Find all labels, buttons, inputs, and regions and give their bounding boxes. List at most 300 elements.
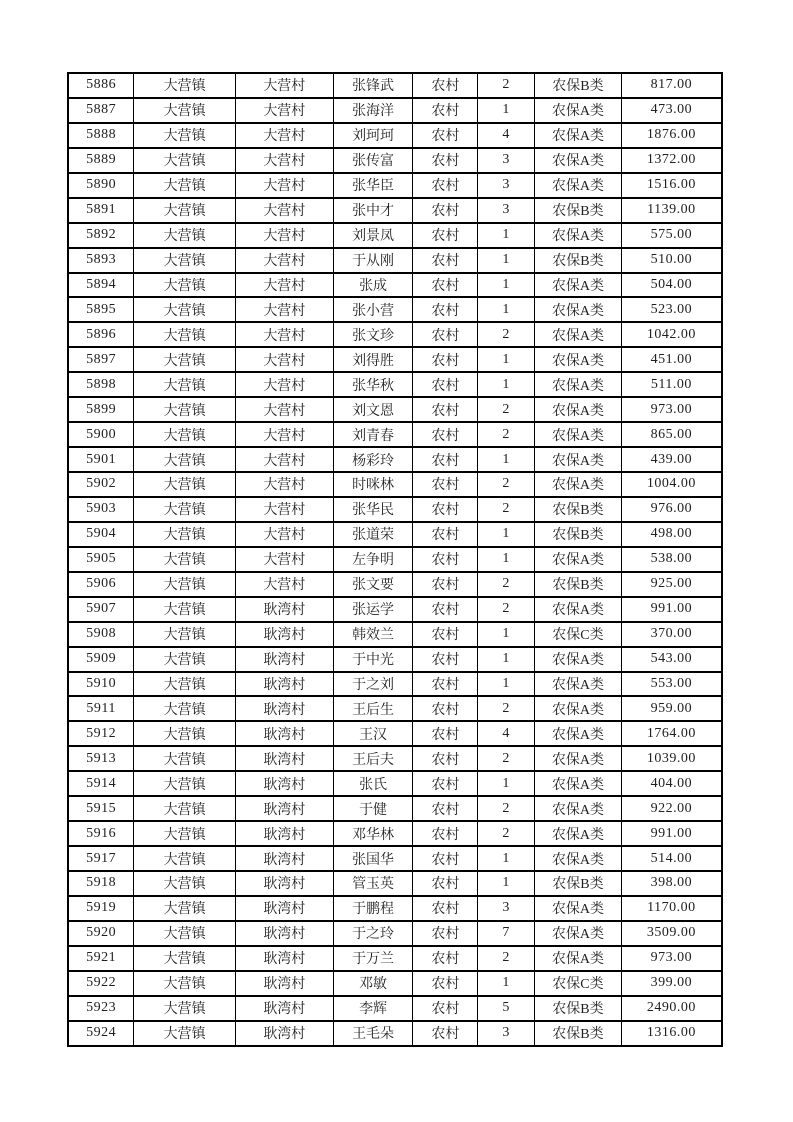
cell-person-name: 王汉 (333, 721, 413, 746)
cell-insurance-category: 农保A类 (535, 447, 622, 472)
cell-amount: 1316.00 (621, 1021, 722, 1046)
cell-residence-type: 农村 (413, 397, 478, 422)
table-row (68, 123, 722, 148)
table-body (68, 73, 722, 1046)
cell-town: 大营镇 (134, 647, 236, 672)
table-row (68, 422, 722, 447)
cell-serial-number: 5917 (68, 846, 134, 871)
cell-serial-number: 5900 (68, 422, 134, 447)
cell-town: 大营镇 (134, 397, 236, 422)
cell-amount: 473.00 (621, 98, 722, 123)
table-row (68, 322, 722, 347)
cell-residence-type: 农村 (413, 971, 478, 996)
cell-person-name: 张海洋 (333, 98, 413, 123)
cell-residence-type: 农村 (413, 148, 478, 173)
cell-residence-type: 农村 (413, 372, 478, 397)
cell-amount: 3509.00 (621, 921, 722, 946)
cell-village: 耿湾村 (235, 622, 333, 647)
cell-insurance-category: 农保A类 (535, 721, 622, 746)
cell-person-name: 刘珂珂 (333, 123, 413, 148)
cell-amount: 504.00 (621, 273, 722, 298)
cell-town: 大营镇 (134, 846, 236, 871)
cell-town: 大营镇 (134, 696, 236, 721)
cell-insurance-category: 农保A类 (535, 796, 622, 821)
table-row (68, 597, 722, 622)
cell-person-name: 刘青春 (333, 422, 413, 447)
cell-person-name: 于中光 (333, 647, 413, 672)
table-row (68, 796, 722, 821)
cell-residence-type: 农村 (413, 497, 478, 522)
table-row (68, 447, 722, 472)
table-row (68, 921, 722, 946)
cell-insurance-category: 农保A类 (535, 946, 622, 971)
cell-serial-number: 5905 (68, 547, 134, 572)
table-row (68, 173, 722, 198)
cell-residence-type: 农村 (413, 672, 478, 697)
cell-town: 大营镇 (134, 721, 236, 746)
cell-insurance-category: 农保A类 (535, 422, 622, 447)
cell-household-count: 2 (478, 322, 535, 347)
cell-residence-type: 农村 (413, 297, 478, 322)
table-row (68, 273, 722, 298)
cell-insurance-category: 农保A类 (535, 173, 622, 198)
cell-town: 大营镇 (134, 248, 236, 273)
table-row (68, 696, 722, 721)
table-row (68, 622, 722, 647)
cell-village: 大营村 (235, 472, 333, 497)
cell-insurance-category: 农保B类 (535, 497, 622, 522)
cell-residence-type: 农村 (413, 98, 478, 123)
cell-town: 大营镇 (134, 198, 236, 223)
table-row (68, 547, 722, 572)
cell-serial-number: 5896 (68, 322, 134, 347)
cell-insurance-category: 农保B类 (535, 572, 622, 597)
cell-town: 大营镇 (134, 322, 236, 347)
cell-insurance-category: 农保A类 (535, 372, 622, 397)
cell-residence-type: 农村 (413, 821, 478, 846)
cell-person-name: 张传富 (333, 148, 413, 173)
cell-serial-number: 5920 (68, 921, 134, 946)
cell-village: 耿湾村 (235, 871, 333, 896)
cell-amount: 399.00 (621, 971, 722, 996)
cell-serial-number: 5918 (68, 871, 134, 896)
cell-person-name: 王后夫 (333, 746, 413, 771)
cell-town: 大营镇 (134, 372, 236, 397)
cell-person-name: 张小营 (333, 297, 413, 322)
cell-amount: 523.00 (621, 297, 722, 322)
table-row (68, 522, 722, 547)
cell-person-name: 张华臣 (333, 173, 413, 198)
cell-residence-type: 农村 (413, 896, 478, 921)
cell-household-count: 5 (478, 996, 535, 1021)
cell-town: 大营镇 (134, 472, 236, 497)
cell-household-count: 2 (478, 572, 535, 597)
cell-person-name: 张中才 (333, 198, 413, 223)
cell-insurance-category: 农保B类 (535, 73, 622, 98)
cell-serial-number: 5922 (68, 971, 134, 996)
cell-village: 大营村 (235, 223, 333, 248)
cell-village: 耿湾村 (235, 896, 333, 921)
cell-village: 耿湾村 (235, 846, 333, 871)
cell-residence-type: 农村 (413, 273, 478, 298)
cell-town: 大营镇 (134, 123, 236, 148)
cell-town: 大营镇 (134, 223, 236, 248)
cell-residence-type: 农村 (413, 447, 478, 472)
cell-household-count: 1 (478, 273, 535, 298)
cell-person-name: 于万兰 (333, 946, 413, 971)
table-row (68, 821, 722, 846)
cell-insurance-category: 农保B类 (535, 996, 622, 1021)
cell-village: 耿湾村 (235, 946, 333, 971)
cell-amount: 514.00 (621, 846, 722, 871)
cell-village: 大营村 (235, 148, 333, 173)
cell-residence-type: 农村 (413, 422, 478, 447)
cell-serial-number: 5898 (68, 372, 134, 397)
cell-serial-number: 5912 (68, 721, 134, 746)
cell-amount: 976.00 (621, 497, 722, 522)
cell-village: 大营村 (235, 422, 333, 447)
cell-household-count: 1 (478, 372, 535, 397)
cell-residence-type: 农村 (413, 522, 478, 547)
cell-village: 大营村 (235, 322, 333, 347)
table-row (68, 721, 722, 746)
cell-serial-number: 5916 (68, 821, 134, 846)
cell-residence-type: 农村 (413, 173, 478, 198)
table-row (68, 572, 722, 597)
table-row (68, 771, 722, 796)
cell-serial-number: 5888 (68, 123, 134, 148)
cell-insurance-category: 农保B类 (535, 248, 622, 273)
cell-town: 大营镇 (134, 522, 236, 547)
cell-person-name: 王毛朵 (333, 1021, 413, 1046)
cell-person-name: 张道荣 (333, 522, 413, 547)
cell-insurance-category: 农保B类 (535, 1021, 622, 1046)
cell-serial-number: 5899 (68, 397, 134, 422)
cell-person-name: 张国华 (333, 846, 413, 871)
cell-town: 大营镇 (134, 297, 236, 322)
cell-insurance-category: 农保A类 (535, 273, 622, 298)
table-row (68, 497, 722, 522)
table-row (68, 248, 722, 273)
cell-serial-number: 5911 (68, 696, 134, 721)
cell-person-name: 王后生 (333, 696, 413, 721)
cell-person-name: 张锋武 (333, 73, 413, 98)
cell-residence-type: 农村 (413, 472, 478, 497)
cell-person-name: 刘得胜 (333, 347, 413, 372)
cell-household-count: 2 (478, 497, 535, 522)
cell-household-count: 1 (478, 771, 535, 796)
cell-person-name: 张运学 (333, 597, 413, 622)
cell-village: 耿湾村 (235, 597, 333, 622)
cell-serial-number: 5903 (68, 497, 134, 522)
cell-serial-number: 5891 (68, 198, 134, 223)
cell-insurance-category: 农保A类 (535, 771, 622, 796)
cell-town: 大营镇 (134, 572, 236, 597)
table-row (68, 672, 722, 697)
cell-household-count: 2 (478, 821, 535, 846)
table-row (68, 846, 722, 871)
cell-person-name: 张华秋 (333, 372, 413, 397)
table-row (68, 996, 722, 1021)
cell-village: 大营村 (235, 397, 333, 422)
cell-insurance-category: 农保A类 (535, 98, 622, 123)
cell-insurance-category: 农保A类 (535, 746, 622, 771)
cell-serial-number: 5919 (68, 896, 134, 921)
cell-household-count: 2 (478, 696, 535, 721)
cell-amount: 1764.00 (621, 721, 722, 746)
cell-village: 大营村 (235, 98, 333, 123)
table-row (68, 871, 722, 896)
cell-residence-type: 农村 (413, 796, 478, 821)
cell-serial-number: 5890 (68, 173, 134, 198)
cell-household-count: 1 (478, 223, 535, 248)
cell-village: 耿湾村 (235, 721, 333, 746)
cell-person-name: 刘景凤 (333, 223, 413, 248)
cell-amount: 510.00 (621, 248, 722, 273)
cell-amount: 404.00 (621, 771, 722, 796)
table-row (68, 347, 722, 372)
cell-town: 大营镇 (134, 273, 236, 298)
cell-insurance-category: 农保A类 (535, 672, 622, 697)
cell-serial-number: 5909 (68, 647, 134, 672)
cell-serial-number: 5902 (68, 472, 134, 497)
cell-town: 大营镇 (134, 73, 236, 98)
cell-amount: 1039.00 (621, 746, 722, 771)
cell-serial-number: 5892 (68, 223, 134, 248)
cell-household-count: 1 (478, 297, 535, 322)
table-row (68, 297, 722, 322)
cell-household-count: 1 (478, 672, 535, 697)
cell-village: 大营村 (235, 572, 333, 597)
cell-household-count: 1 (478, 522, 535, 547)
cell-village: 大营村 (235, 547, 333, 572)
table-row (68, 73, 722, 98)
cell-household-count: 1 (478, 347, 535, 372)
cell-village: 大营村 (235, 123, 333, 148)
table-row (68, 148, 722, 173)
cell-town: 大营镇 (134, 1021, 236, 1046)
cell-person-name: 于健 (333, 796, 413, 821)
cell-residence-type: 农村 (413, 696, 478, 721)
cell-amount: 575.00 (621, 223, 722, 248)
cell-household-count: 7 (478, 921, 535, 946)
table-row (68, 746, 722, 771)
table-row (68, 372, 722, 397)
cell-residence-type: 农村 (413, 871, 478, 896)
cell-town: 大营镇 (134, 996, 236, 1021)
cell-household-count: 2 (478, 597, 535, 622)
cell-amount: 451.00 (621, 347, 722, 372)
cell-household-count: 4 (478, 721, 535, 746)
cell-person-name: 李辉 (333, 996, 413, 1021)
cell-person-name: 左争明 (333, 547, 413, 572)
cell-serial-number: 5914 (68, 771, 134, 796)
cell-residence-type: 农村 (413, 198, 478, 223)
cell-insurance-category: 农保A类 (535, 322, 622, 347)
cell-amount: 1516.00 (621, 173, 722, 198)
cell-residence-type: 农村 (413, 996, 478, 1021)
cell-insurance-category: 农保A类 (535, 821, 622, 846)
cell-insurance-category: 农保A类 (535, 597, 622, 622)
cell-serial-number: 5893 (68, 248, 134, 273)
cell-household-count: 3 (478, 173, 535, 198)
cell-person-name: 邓华林 (333, 821, 413, 846)
cell-amount: 973.00 (621, 397, 722, 422)
cell-amount: 370.00 (621, 622, 722, 647)
cell-household-count: 1 (478, 871, 535, 896)
cell-amount: 1876.00 (621, 123, 722, 148)
cell-person-name: 张氏 (333, 771, 413, 796)
cell-person-name: 于之刘 (333, 672, 413, 697)
cell-amount: 865.00 (621, 422, 722, 447)
cell-village: 大营村 (235, 248, 333, 273)
cell-residence-type: 农村 (413, 771, 478, 796)
cell-serial-number: 5907 (68, 597, 134, 622)
cell-insurance-category: 农保A类 (535, 223, 622, 248)
cell-insurance-category: 农保A类 (535, 148, 622, 173)
table-row (68, 647, 722, 672)
cell-person-name: 时咪林 (333, 472, 413, 497)
cell-town: 大营镇 (134, 971, 236, 996)
cell-household-count: 2 (478, 73, 535, 98)
cell-insurance-category: 农保B类 (535, 871, 622, 896)
cell-town: 大营镇 (134, 796, 236, 821)
cell-household-count: 2 (478, 946, 535, 971)
cell-household-count: 2 (478, 422, 535, 447)
cell-amount: 543.00 (621, 647, 722, 672)
table-row (68, 98, 722, 123)
table-row (68, 472, 722, 497)
cell-village: 大营村 (235, 173, 333, 198)
cell-household-count: 4 (478, 123, 535, 148)
table-row (68, 1021, 722, 1046)
cell-serial-number: 5910 (68, 672, 134, 697)
cell-village: 大营村 (235, 372, 333, 397)
cell-residence-type: 农村 (413, 622, 478, 647)
cell-village: 耿湾村 (235, 796, 333, 821)
cell-town: 大营镇 (134, 597, 236, 622)
cell-amount: 1372.00 (621, 148, 722, 173)
cell-town: 大营镇 (134, 447, 236, 472)
cell-household-count: 1 (478, 846, 535, 871)
cell-serial-number: 5895 (68, 297, 134, 322)
cell-serial-number: 5897 (68, 347, 134, 372)
cell-village: 耿湾村 (235, 971, 333, 996)
cell-household-count: 3 (478, 1021, 535, 1046)
table-row (68, 223, 722, 248)
cell-insurance-category: 农保A类 (535, 297, 622, 322)
cell-town: 大营镇 (134, 746, 236, 771)
cell-residence-type: 农村 (413, 547, 478, 572)
cell-residence-type: 农村 (413, 322, 478, 347)
table-row (68, 896, 722, 921)
cell-residence-type: 农村 (413, 746, 478, 771)
cell-village: 大营村 (235, 447, 333, 472)
table-row (68, 198, 722, 223)
cell-residence-type: 农村 (413, 123, 478, 148)
cell-amount: 498.00 (621, 522, 722, 547)
cell-village: 耿湾村 (235, 696, 333, 721)
cell-amount: 1042.00 (621, 322, 722, 347)
cell-amount: 553.00 (621, 672, 722, 697)
table-row (68, 971, 722, 996)
cell-insurance-category: 农保A类 (535, 896, 622, 921)
cell-village: 耿湾村 (235, 996, 333, 1021)
cell-town: 大营镇 (134, 497, 236, 522)
cell-amount: 398.00 (621, 871, 722, 896)
cell-household-count: 2 (478, 746, 535, 771)
cell-residence-type: 农村 (413, 347, 478, 372)
cell-residence-type: 农村 (413, 721, 478, 746)
cell-household-count: 1 (478, 447, 535, 472)
cell-town: 大营镇 (134, 622, 236, 647)
cell-town: 大营镇 (134, 771, 236, 796)
cell-residence-type: 农村 (413, 248, 478, 273)
cell-serial-number: 5906 (68, 572, 134, 597)
table-row (68, 397, 722, 422)
cell-town: 大营镇 (134, 347, 236, 372)
cell-village: 大营村 (235, 297, 333, 322)
cell-village: 大营村 (235, 198, 333, 223)
cell-town: 大营镇 (134, 547, 236, 572)
cell-insurance-category: 农保C类 (535, 622, 622, 647)
cell-insurance-category: 农保B类 (535, 522, 622, 547)
payment-records-table (67, 72, 723, 1047)
cell-insurance-category: 农保A类 (535, 397, 622, 422)
cell-amount: 538.00 (621, 547, 722, 572)
cell-amount: 511.00 (621, 372, 722, 397)
cell-household-count: 1 (478, 98, 535, 123)
cell-insurance-category: 农保A类 (535, 696, 622, 721)
cell-person-name: 于之玲 (333, 921, 413, 946)
cell-village: 耿湾村 (235, 647, 333, 672)
cell-household-count: 1 (478, 248, 535, 273)
cell-insurance-category: 农保A类 (535, 347, 622, 372)
cell-village: 耿湾村 (235, 921, 333, 946)
cell-household-count: 1 (478, 547, 535, 572)
cell-household-count: 2 (478, 397, 535, 422)
cell-residence-type: 农村 (413, 921, 478, 946)
cell-serial-number: 5887 (68, 98, 134, 123)
cell-person-name: 于从刚 (333, 248, 413, 273)
cell-amount: 1139.00 (621, 198, 722, 223)
cell-person-name: 韩效兰 (333, 622, 413, 647)
cell-village: 大营村 (235, 347, 333, 372)
cell-village: 大营村 (235, 497, 333, 522)
cell-town: 大营镇 (134, 422, 236, 447)
cell-village: 耿湾村 (235, 771, 333, 796)
cell-serial-number: 5886 (68, 73, 134, 98)
cell-household-count: 3 (478, 148, 535, 173)
cell-amount: 991.00 (621, 597, 722, 622)
cell-person-name: 张文要 (333, 572, 413, 597)
cell-insurance-category: 农保C类 (535, 971, 622, 996)
cell-household-count: 1 (478, 647, 535, 672)
cell-insurance-category: 农保A类 (535, 921, 622, 946)
cell-household-count: 3 (478, 896, 535, 921)
cell-insurance-category: 农保A类 (535, 123, 622, 148)
cell-amount: 439.00 (621, 447, 722, 472)
cell-village: 耿湾村 (235, 1021, 333, 1046)
cell-serial-number: 5924 (68, 1021, 134, 1046)
cell-village: 耿湾村 (235, 672, 333, 697)
cell-residence-type: 农村 (413, 647, 478, 672)
cell-amount: 925.00 (621, 572, 722, 597)
cell-residence-type: 农村 (413, 946, 478, 971)
cell-serial-number: 5915 (68, 796, 134, 821)
cell-insurance-category: 农保A类 (535, 846, 622, 871)
cell-person-name: 张成 (333, 273, 413, 298)
